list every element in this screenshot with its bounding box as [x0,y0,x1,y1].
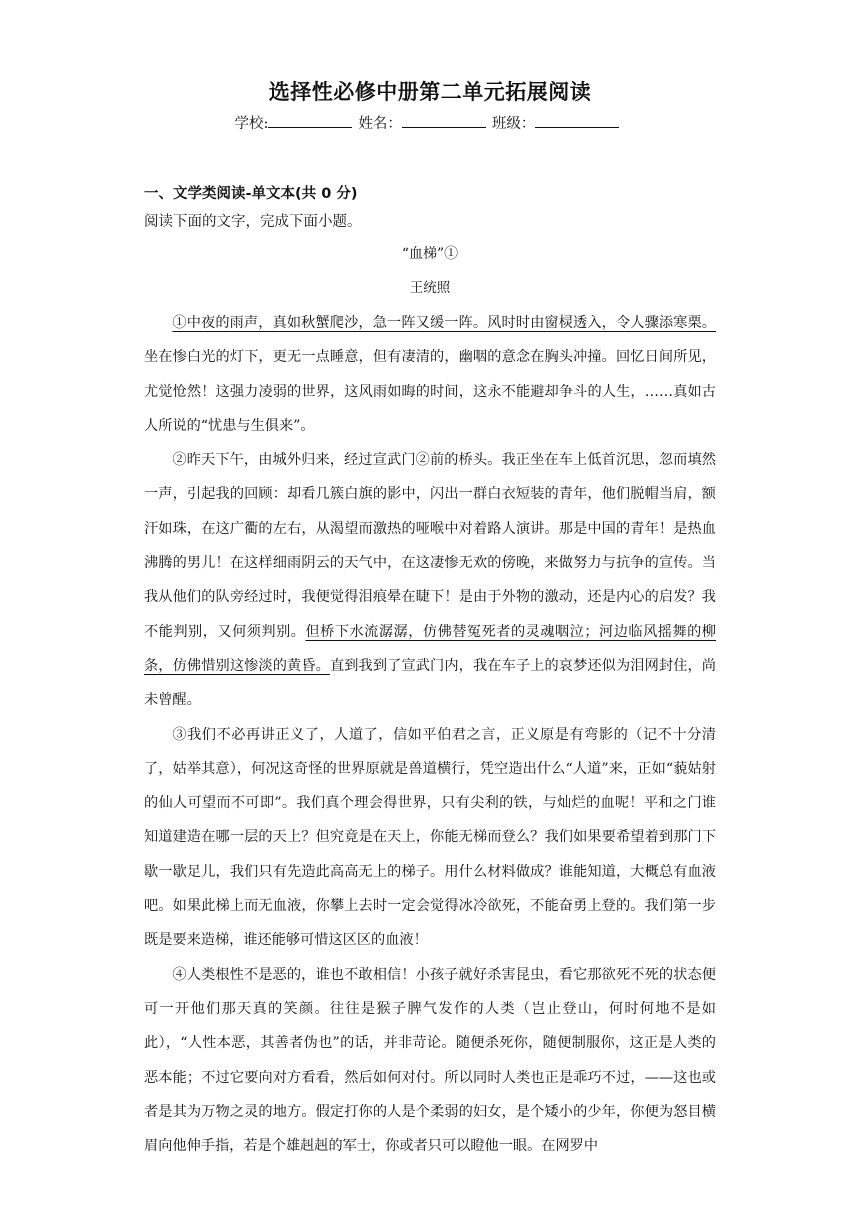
article-title: “血梯”① [401,246,459,262]
class-label: 班级： [491,116,536,132]
page-title: 选择性必修中册第二单元拓展阅读 [268,80,592,104]
name-field[interactable] [402,113,486,128]
paragraph-text: 直到我到了宣武门内，我在车子上的哀梦还似为泪网封住，尚未曾醒。 [144,657,716,709]
underlined-sentence: 但桥下水流潺潺，仿佛替冤死者的灵魂咽泣；河边临风摇舞的柳条，仿佛惜别这惨淡的黄昏。 [144,623,716,674]
paragraph-2 [144,443,716,717]
school-field[interactable] [268,113,352,128]
article-body [144,306,716,1163]
class-field[interactable] [535,113,619,128]
reading-instruction: 阅读下面的文字，完成下面小题。 [144,214,362,230]
section-heading: 一、文学类阅读-单文本(共 0 分) [144,186,358,202]
paragraph-text: ②昨天下午，由城外归来，经过宣武门②前的桥头。我正坐在车上低首沉思，忽而填然一声，引起我的回顾：却看几簇白旗的影中，闪出一群白衣短装的青年，他们脱帽当肩，额汗如珠，在这广衢的左右，从渴望而激热的哑喉中对着路人演讲。那是中国的青年！是热血沸腾的男儿！在这样细雨阴云的天气中，在这凄惨无欢的傍晚，来做努力与抗争的宣传。当我从他们的队旁经过时，我便觉得泪痕晕在睫下！是由于外物的激动，还是内心的启发？我不能判别，又何须判别。 [144,452,716,640]
paragraph-4: ④人类根性不是恶的，谁也不敢相信！小孩子就好杀害昆虫，看它那欲死不死的状态便可一开他们那天真的笑颜。往往是猴子脾气发作的人类（岂止登山，何时何地不是如此），“人性本恶，其善者伪也”的话，并非苛论。随便杀死你，随便制服你，这正是人类的恶本能；不过它要向对方看看，然后如何对付。所以同时人类也正是乖巧不过，——这也或者是其为万物之灵的地方。假定打你的人是个柔弱的妇女，是个矮小的少年，你便为怒目横眉向他伸手指，若是个雄赳赳的军士，你或者只可以瞪他一眼。在网罗中 [144,966,716,1155]
name-label: 姓名： [358,116,402,132]
article-author: 王统照 [409,280,451,296]
paragraph-text: 坐在惨白光的灯下，更无一点睡意，但有凄清的，幽咽的意念在胸头冲撞。回忆日间所见，尤觉怆然！这强力凌弱的世界，这风雨如晦的时间，这永不能避却争斗的人生，……真如古人所说的“忧患与生俱来”。 [144,349,716,434]
student-info-line [0,112,860,133]
paragraph-3: ③我们不必再讲正义了，人道了，信如平伯君之言，正义原是有弯影的（记不十分清了，姑举其意），何况这奇怪的世界原就是兽道横行，凭空造出什么“人道”来，正如“藐姑射的仙人可望而不可即”。我们真个理会得世界，只有尖利的铁，与灿烂的血呢！平和之门谁知道建造在哪一层的天上？但究竟是在天上，你能无梯而登么？我们如果要希望着到那门下歇一歇足儿，我们只有先造此高高无上的梯子。用什么材料做成？谁能知道，大概总有血液吧。如果此梯上而无血液，你攀上去时一定会觉得冰冷欲死，不能奋勇上登的。我们第一步既是要来造梯，谁还能够可惜这区区的血液！ [144,726,716,949]
paragraph-1 [144,306,716,443]
underlined-sentence: ①中夜的雨声，真如秋蟹爬沙，急一阵又缓一阵。风时时由窗棂透入，令人骤添寒栗。 [172,315,716,331]
school-label: 学校: [234,116,269,132]
